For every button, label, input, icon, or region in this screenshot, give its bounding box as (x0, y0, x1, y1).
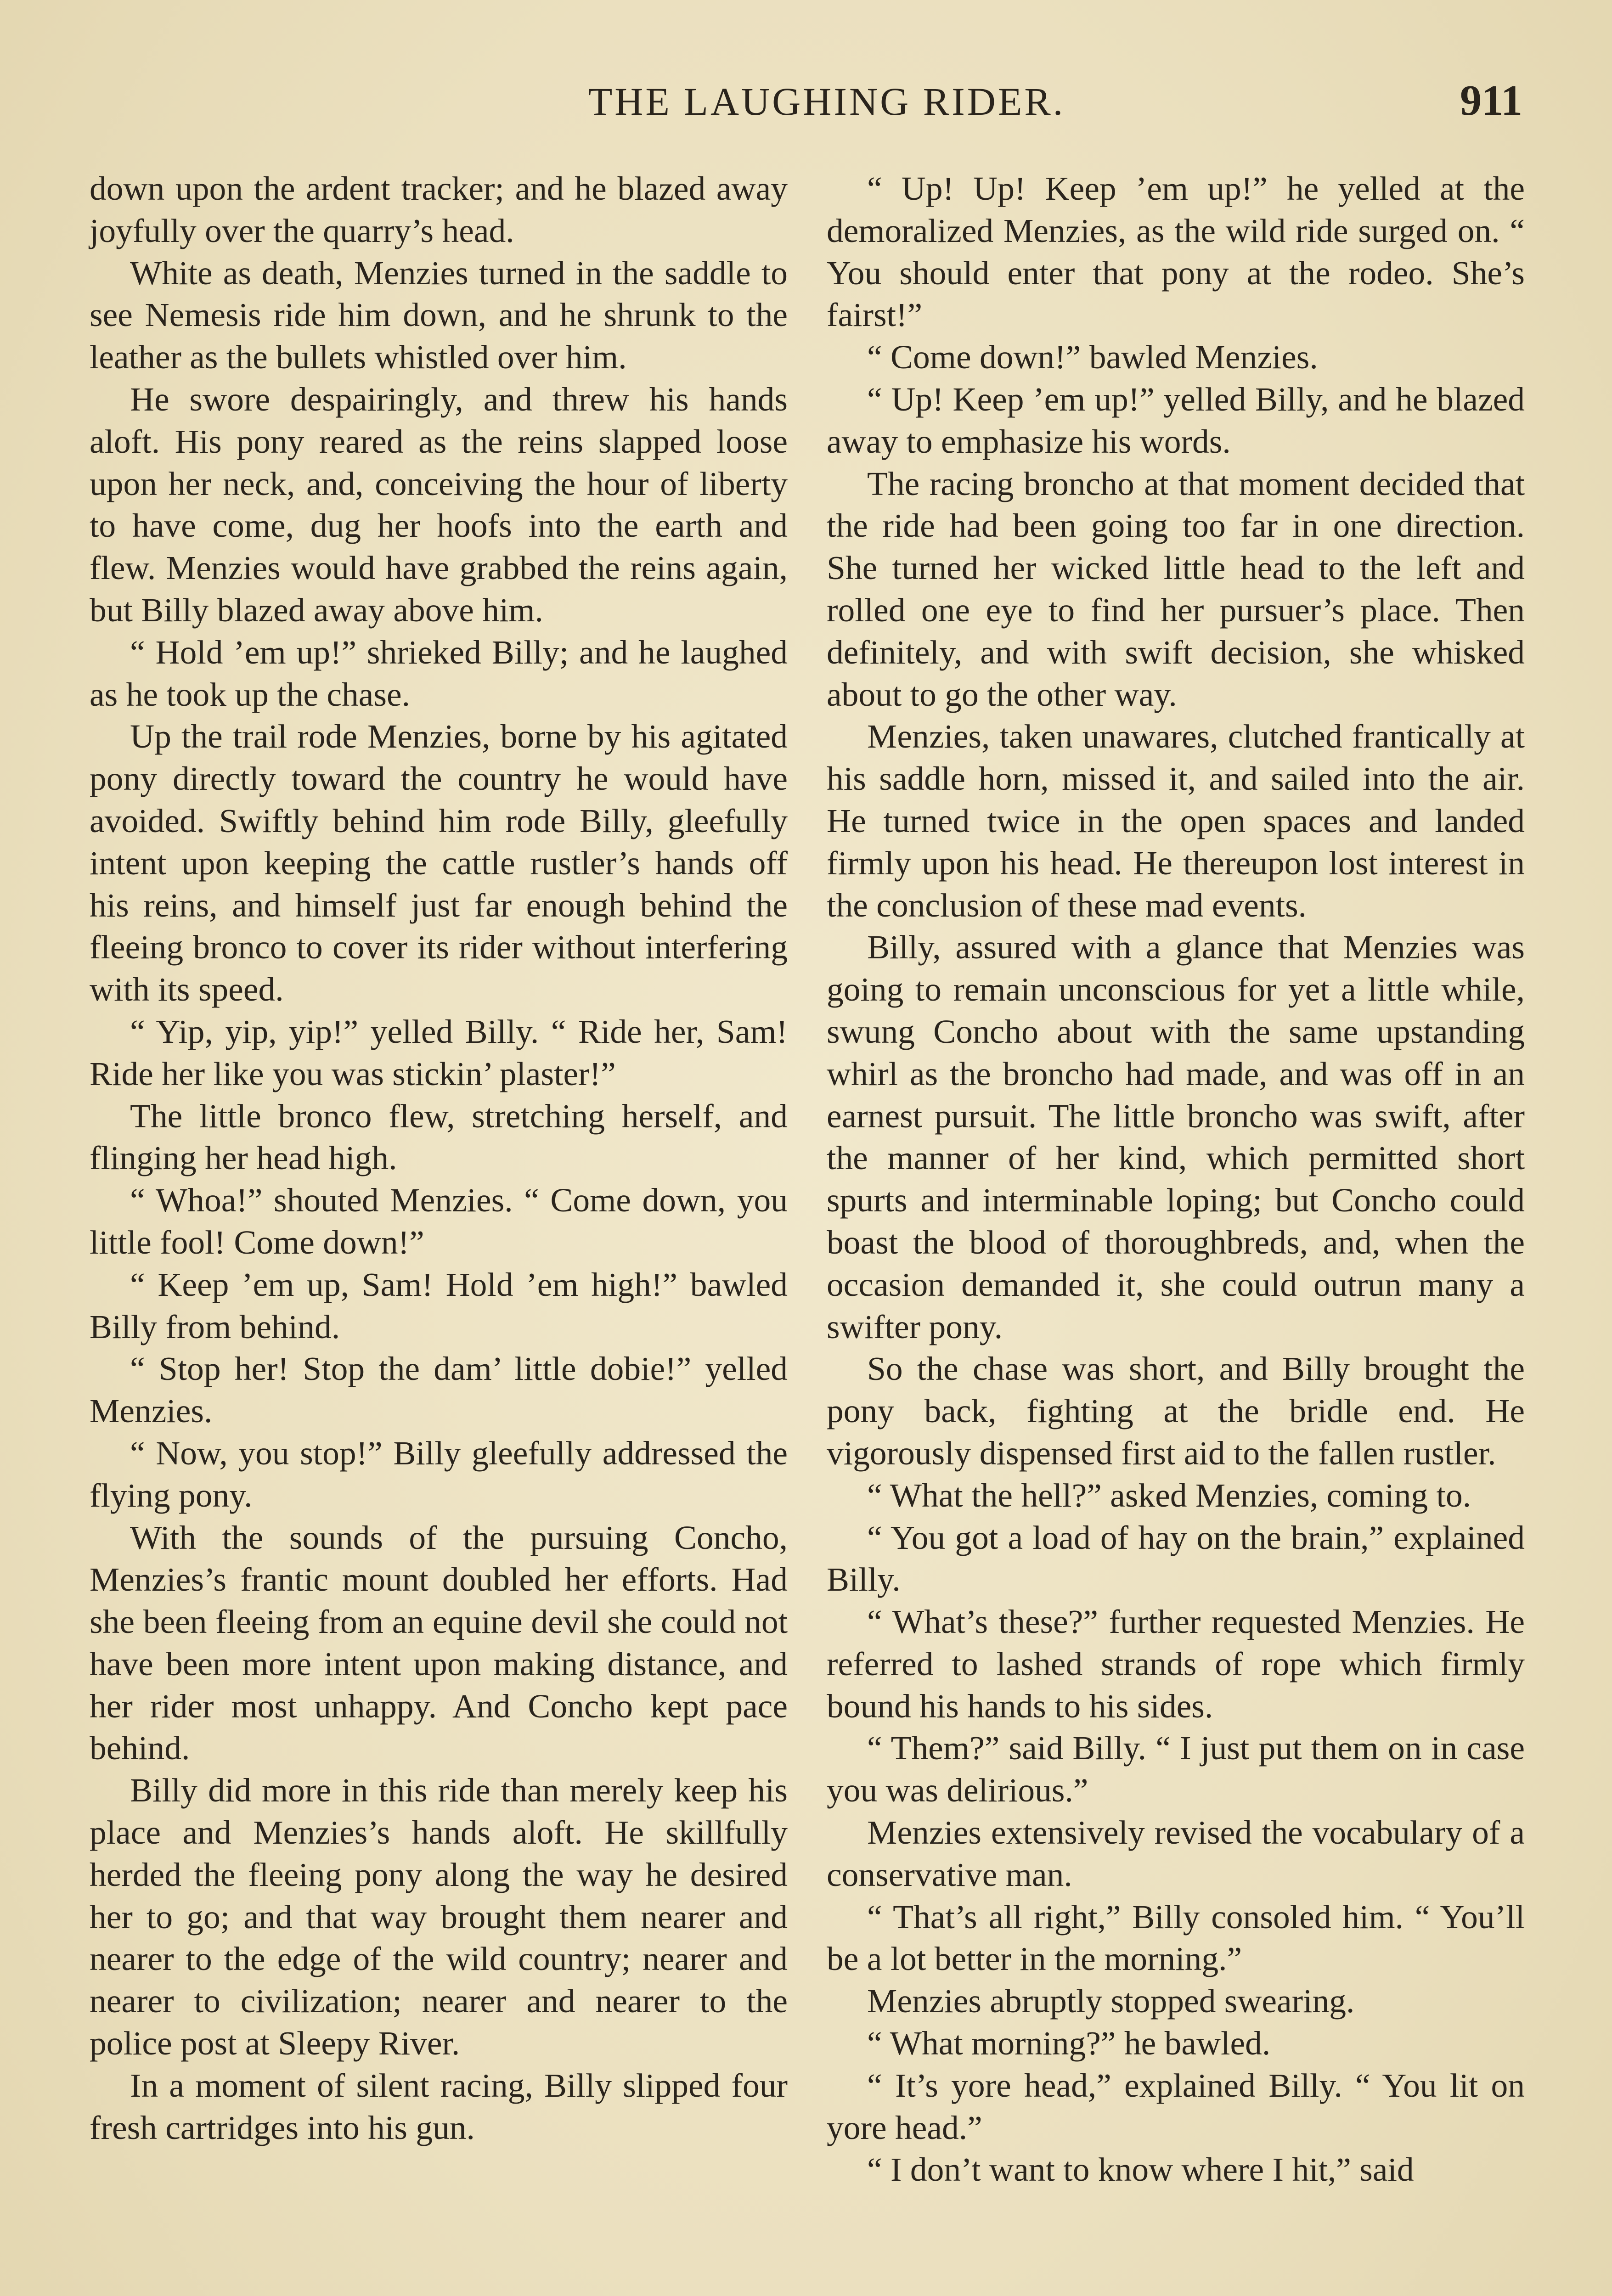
paragraph: Menzies abruptly stopped swearing. (867, 1982, 1355, 2020)
paragraph: “ I don’t want to know where I hit,” said (867, 2151, 1414, 2189)
paragraph: In a moment of silent racing, Billy slipped four fresh cartridges into his gun. (90, 2066, 788, 2146)
paragraph: “ What morning?” he bawled. (867, 2025, 1271, 2062)
paragraph: “ Stop her! Stop the dam’ little dobie!” yelled Menzies. (90, 1350, 788, 1430)
paragraph: “ Up! Keep ’em up!” yelled Billy, and he blazed away to emphasize his words. (827, 380, 1525, 460)
paragraph: Up the trail rode Menzies, borne by his agitated pony directly toward the country he would have avoided. Swiftly behind him rode Billy, gleefully intent upon keeping the cattle rustler’s hands off his reins, and himself just far enough behind the fleeing bronco to cover its rider without interfering with its speed. (90, 718, 788, 1008)
paragraph: down upon the ardent tracker; and he blazed away joyfully over the quarry’s head. (90, 170, 788, 249)
paragraph: Menzies, taken unawares, clutched frantically at his saddle horn, missed it, and sailed into the air. He turned twice in the open spaces and landed firmly upon his head. He thereupon lost interest in the conclusion of these mad events. (827, 718, 1525, 924)
paragraph: Billy, assured with a glance that Menzies was going to remain unconscious for yet a little while, swung Concho about with the same upstanding whirl as the broncho had made, and was off in an earnest pursuit. The little broncho was swift, after the manner of her kind, which permitted short spurts and interminable loping; but Concho could boast the blood of thoroughbreds, and, when the occasion demanded it, she could outrun many a swifter pony. (827, 929, 1525, 1345)
paragraph: The little bronco flew, stretching herself, and flinging her head high. (90, 1097, 788, 1177)
right-column (827, 168, 1525, 2191)
paragraph: “ You got a load of hay on the brain,” explained Billy. (827, 1519, 1525, 1598)
paragraph: “ What the hell?” asked Menzies, coming to. (867, 1476, 1471, 1514)
left-column (90, 168, 788, 2149)
paragraph: “ Them?” said Billy. “ I just put them on in case you was delirious.” (827, 1729, 1525, 1809)
paragraph: “ Whoa!” shouted Menzies. “ Come down, you little fool! Come down!” (90, 1182, 788, 1261)
paragraph: “ Up! Up! Keep ’em up!” he yelled at the demoralized Menzies, as the wild ride surged on. “ You should enter that pony at the rodeo. She’s fairst!” (827, 170, 1525, 334)
paragraph: With the sounds of the pursuing Concho, Menzies’s frantic mount doubled her efforts. Had she been fleeing from an equine devil she could not have been more intent upon making distance, and her rider most unhappy. And Concho kept pace behind. (90, 1519, 788, 1767)
paragraph: “ What’s these?” further requested Menzies. He referred to lashed strands of rope which firmly bound his hands to his sides. (827, 1603, 1525, 1725)
paragraph: “ Keep ’em up, Sam! Hold ’em high!” bawled Billy from behind. (90, 1266, 788, 1345)
paragraph: The racing broncho at that moment decided that the ride had been going too far in one direction. She turned her wicked little head to the left and rolled one eye to find her pursuer’s place. Then definitely, and with swift decision, she whisked about to go the other way. (827, 465, 1525, 713)
paragraph: “ It’s yore head,” explained Billy. “ You lit on yore head.” (827, 2066, 1525, 2146)
paragraph: He swore despairingly, and threw his hands aloft. His pony reared as the reins slapped loose upon her neck, and, conceiving the hour of liberty to have come, dug her hoofs into the earth and flew. Menzies would have grabbed the reins again, but Billy blazed away above him. (90, 380, 788, 629)
page-number: 911 (1460, 77, 1522, 124)
paragraph: “ Come down!” bawled Menzies. (867, 338, 1318, 376)
paragraph: Menzies extensively revised the vocabulary of a conservative man. (827, 1814, 1525, 1893)
paragraph: “ That’s all right,” Billy consoled him. “ You’ll be a lot better in the morning.” (827, 1898, 1525, 1978)
paragraph: Billy did more in this ride than merely keep his place and Menzies’s hands aloft. He skillfully herded the fleeing pony along the way he desired her to go; and that way brought them nearer and nearer to the edge of the wild country; nearer and nearer to civilization; nearer and nearer to the police post at Sleepy River. (90, 1772, 788, 2062)
paragraph: “ Yip, yip, yip!” yelled Billy. “ Ride her, Sam! Ride her like you was stickin’ plaster!” (90, 1013, 788, 1092)
paragraph: So the chase was short, and Billy brought the pony back, fighting at the bridle end. He vigorously dispensed first aid to the fallen rustler. (827, 1350, 1525, 1472)
running-head: THE LAUGHING RIDER. (588, 79, 1065, 124)
paragraph: “ Hold ’em up!” shrieked Billy; and he laughed as he took up the chase. (90, 633, 788, 713)
paragraph: “ Now, you stop!” Billy gleefully addressed the flying pony. (90, 1434, 788, 1514)
paragraph: White as death, Menzies turned in the saddle to see Nemesis ride him down, and he shrunk to the leather as the bullets whistled over him. (90, 254, 788, 376)
